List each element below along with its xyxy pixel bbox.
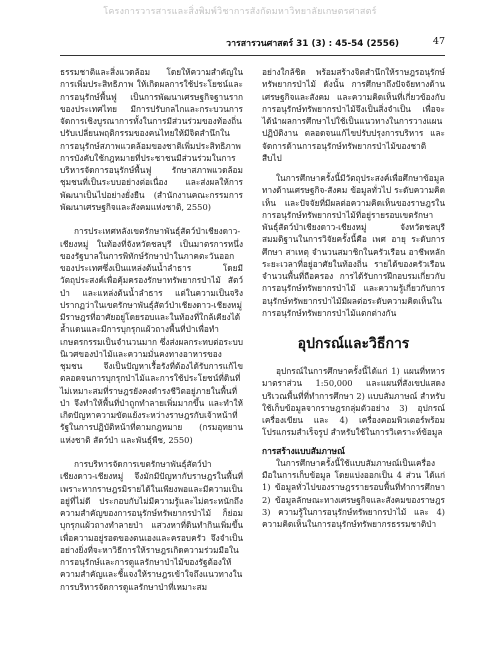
body-paragraph: การบริหารจัดการเขตรักษาพันธุ์สัตว์ป่าเชียงดาว-เชียงหมู่ จึงมักมีปัญหากับราษฎรในพื้นที่ เพราะหากราษฎรมิรายได้ในเพียงพอและมีความเป็นอยู่ที่ไม่ดี ประกอบกับไม่มีความรู้และไม่ตระหนักถึงความสำคัญของการอนุรักษ์ทรัพยากรป่าไม้ ก็ย่อมบุกรุกแผ้วถางทำลายป่า แสวงหาที่ดินทำกินเพิ่มขึ้นเพื่อความอยู่รอดของตนเองและครอบครัว จึงจำเป็นอย่างยิ่งที่จะหาวิธีการให้ราษฎรเกิดความร่วมมือในการอนุรักษ์และการดูแลรักษาป่าไม้ของรัฐต้องให้ความสำคัญและชี้แจงให้ราษฎรเข้าใจถึงแนวทางในการบริหารจัดการดูแลรักษาป่าที่เหมาะสม [60, 459, 243, 592]
watermark-text: โครงการวารสารและสิ่งพิมพ์วิชาการสังกัดมหาวิทยาลัยเกษตรศาสตร์ [103, 7, 377, 17]
body-paragraph: ในการศึกษาครั้งนี้ใช้แบบสัมภาษณ์เป็นเครื่องมือในการเก็บข้อมูล โดยแบ่งออกเป็น 4 ส่วน ได้แก่ 1) ข้อมูลทั่วไปของราษฎรรายรอบพื้นที่ทำการศึกษา 2) ข้อมูลลักษณะทางเศรษฐกิจและสังคมของราษฎร 3) ความรู้ในการอนุรักษ์ทรัพยากรป่าไม้ และ 4) ความคิดเห็นในการอนุรักษ์ทรัพยากรธรรมชาติป่า [262, 457, 445, 529]
body-paragraph: ธรรมชาติและสิ่งแวดล้อม โดยให้ความสำคัญในการเพิ่มประสิทธิภาพ ให้เกิดผลการใช้ประโยชน์และการอนุรักษ์พื้นฟู เป็นการพัฒนาเศรษฐกิจฐานรากของประเทศไทย มีการปรับกลไกและกระบวนการจัดการเชิงบูรณาการทั้งในการมีส่วนร่วมของท้องถิ่น ปรับเปลี่ยนพฤติกรรมของคนไทยให้มีจิตสำนึกในการอนุรักษ์สภาพแวดล้อมของชาติเพิ่มประสิทธิภาพการบังคับใช้กฎหมายที่ประชาชนมีส่วนร่วมในการบริหารจัดการอนุรักษ์พื้นฟู รักษาสภาพแวดล้อมชุมชนที่เป็นระบบอย่างต่อเนื่อง และส่งผลให้การพัฒนาเป็นไปอย่างยั่งยืน (สำนักงานคณะกรรมการพัฒนาเศรษฐกิจและสังคมแห่งชาติ, 2550) [60, 67, 243, 212]
section-heading: อุปกรณ์และวิธีการ [297, 336, 410, 352]
page-number: 47 [432, 36, 445, 47]
body-paragraph: ในการศึกษาครั้งนี้มีวัตถุประสงค์เพื่อศึกษาข้อมูลทางด้านเศรษฐกิจ-สังคม ข้อมูลทั่วไป ระดับความคิดเห็น และปัจจัยที่มีผลต่อความคิดเห็นของราษฎรในการอนุรักษ์ทรัพยากรป่าไม้ที่อยู่รายรอบเขตรักษาพันธุ์สัตว์ป่าเชียงดาว-เชียงหมู่ จังหวัดชลบุรี สมมติฐานในการวิจัยครั้งนี้คือ เพศ อายุ ระดับการศึกษา สาเหตุ จำนวนสมาชิกในครัวเรือน อาชีพหลัก ระยะเวลาที่อยู่อาศัยในท้องถิ่น รายได้ของครัวเรือน จำนวนพื้นที่ถือครอง การได้รับการฝึกอบรมเกี่ยวกับการอนุรักษ์ทรัพยากรป่าไม้ และความรู้เกี่ยวกับการอนุรักษ์ทรัพยากรป่าไม้มีผลต่อระดับความคิดเห็นในการอนุรักษ์ทรัพยากรป่าไม้แตกต่างกัน [262, 173, 445, 318]
journal-citation: วารสารวนศาสตร์ 31 (3) : 45-54 (2556) [226, 39, 399, 49]
running-header [60, 36, 445, 50]
subsection-heading: การสร้างแบบสัมภาษณ์ [262, 445, 345, 456]
body-paragraph: อย่างใกล้ชิด พร้อมสร้างจิตสำนึกให้ราษฎรอนุรักษ์ทรัพยากรป่าไม้ ดังนั้น การศึกษาถึงปัจจัยทางด้านเศรษฐกิจและสังคม และความคิดเห็นที่เกี่ยวข้องกับการอนุรักษ์ทรัพยากรป่าไม้จึงเป็นสิ่งจำเป็น เพื่อจะได้นำผลการศึกษาไปใช้เป็นแนวทางในการวางแผนปฏิบัติงาน ตลอดจนแก้ไขปรับปรุงการบริหาร และจัดการด้านการอนุรักษ์ทรัพยากรป่าไม้ของชาติสืบไป [262, 67, 445, 163]
body-paragraph: การประเทศหลังเขตรักษาพันธุ์สัตว์ป่าเชียงดาว-เชียงหมู่ ในท้องที่จังหวัดชลบุรี เป็นมาตรการหนึ่งของรัฐบาลในการพิทักษ์รักษาป่าในภาคตะวันออกของประเทศซึ่งเป็นแหล่งต้นน้ำลำธาร โดยมีวัตถุประสงค์เพื่อคุ้มครองรักษาทรัพยากรป่าไม้ สัตว์ป่า และแหล่งต้นน้ำลำธาร แต่ในความเป็นจริงปรากฏว่าในเขตรักษาพันธุ์สัตว์ป่าเชียงดาว-เชียงหมู่ มีราษฎรที่อาศัยอยู่โดยรอบและในท้องที่ใกล้เคียงได้ล้ำแดนและมีการบุกรุกแผ้วถางพื้นที่ป่าเพื่อทำเกษตรกรรมเป็นจำนวนมาก ซึ่งส่งผลกระทบต่อระบบนิเวศของป่าไม้และความมั่นคงทางอาหารของชุมชน จึงเป็นปัญหาเรื้อรังที่ต้องได้รับการแก้ไข ตลอดจนการบุกรุกป่าไม้และการใช้ประโยชน์ที่ดินที่ไม่เหมาะสมที่ราษฎรยังคงดำรงชีวิตอยู่ภายในพื้นที่ป่า จึงทำให้พื้นที่ป่าถูกทำลายเพิ่มมากขึ้น และทำให้เกิดปัญหาความขัดแย้งระหว่างราษฎรกับเจ้าหน้าที่รัฐในการปฏิบัติหน้าที่ตามกฎหมาย (กรมอุทยานแห่งชาติ สัตว์ป่า และพันธุ์พืช, 2550) [60, 226, 243, 445]
body-paragraph: อุปกรณ์ในการศึกษาครั้งนี้ได้แก่ 1) แผนที่ทหารมาตราส่วน 1:50,000 และแผนที่สังเขปแสดงบริเวณพื้นที่ที่ทำการศึกษา 2) แบบสัมภาษณ์ สำหรับใช้เก็บข้อมูลจากราษฎรกลุ่มตัวอย่าง 3) อุปกรณ์เครื่องเขียน และ 4) เครื่องคอมพิวเตอร์พร้อมโปรแกรมสำเร็จรูป สำหรับใช้ในการวิเคราะห์ข้อมูล [262, 366, 445, 438]
header-rule [60, 55, 445, 56]
left-column [60, 66, 243, 593]
right-column [262, 66, 445, 530]
